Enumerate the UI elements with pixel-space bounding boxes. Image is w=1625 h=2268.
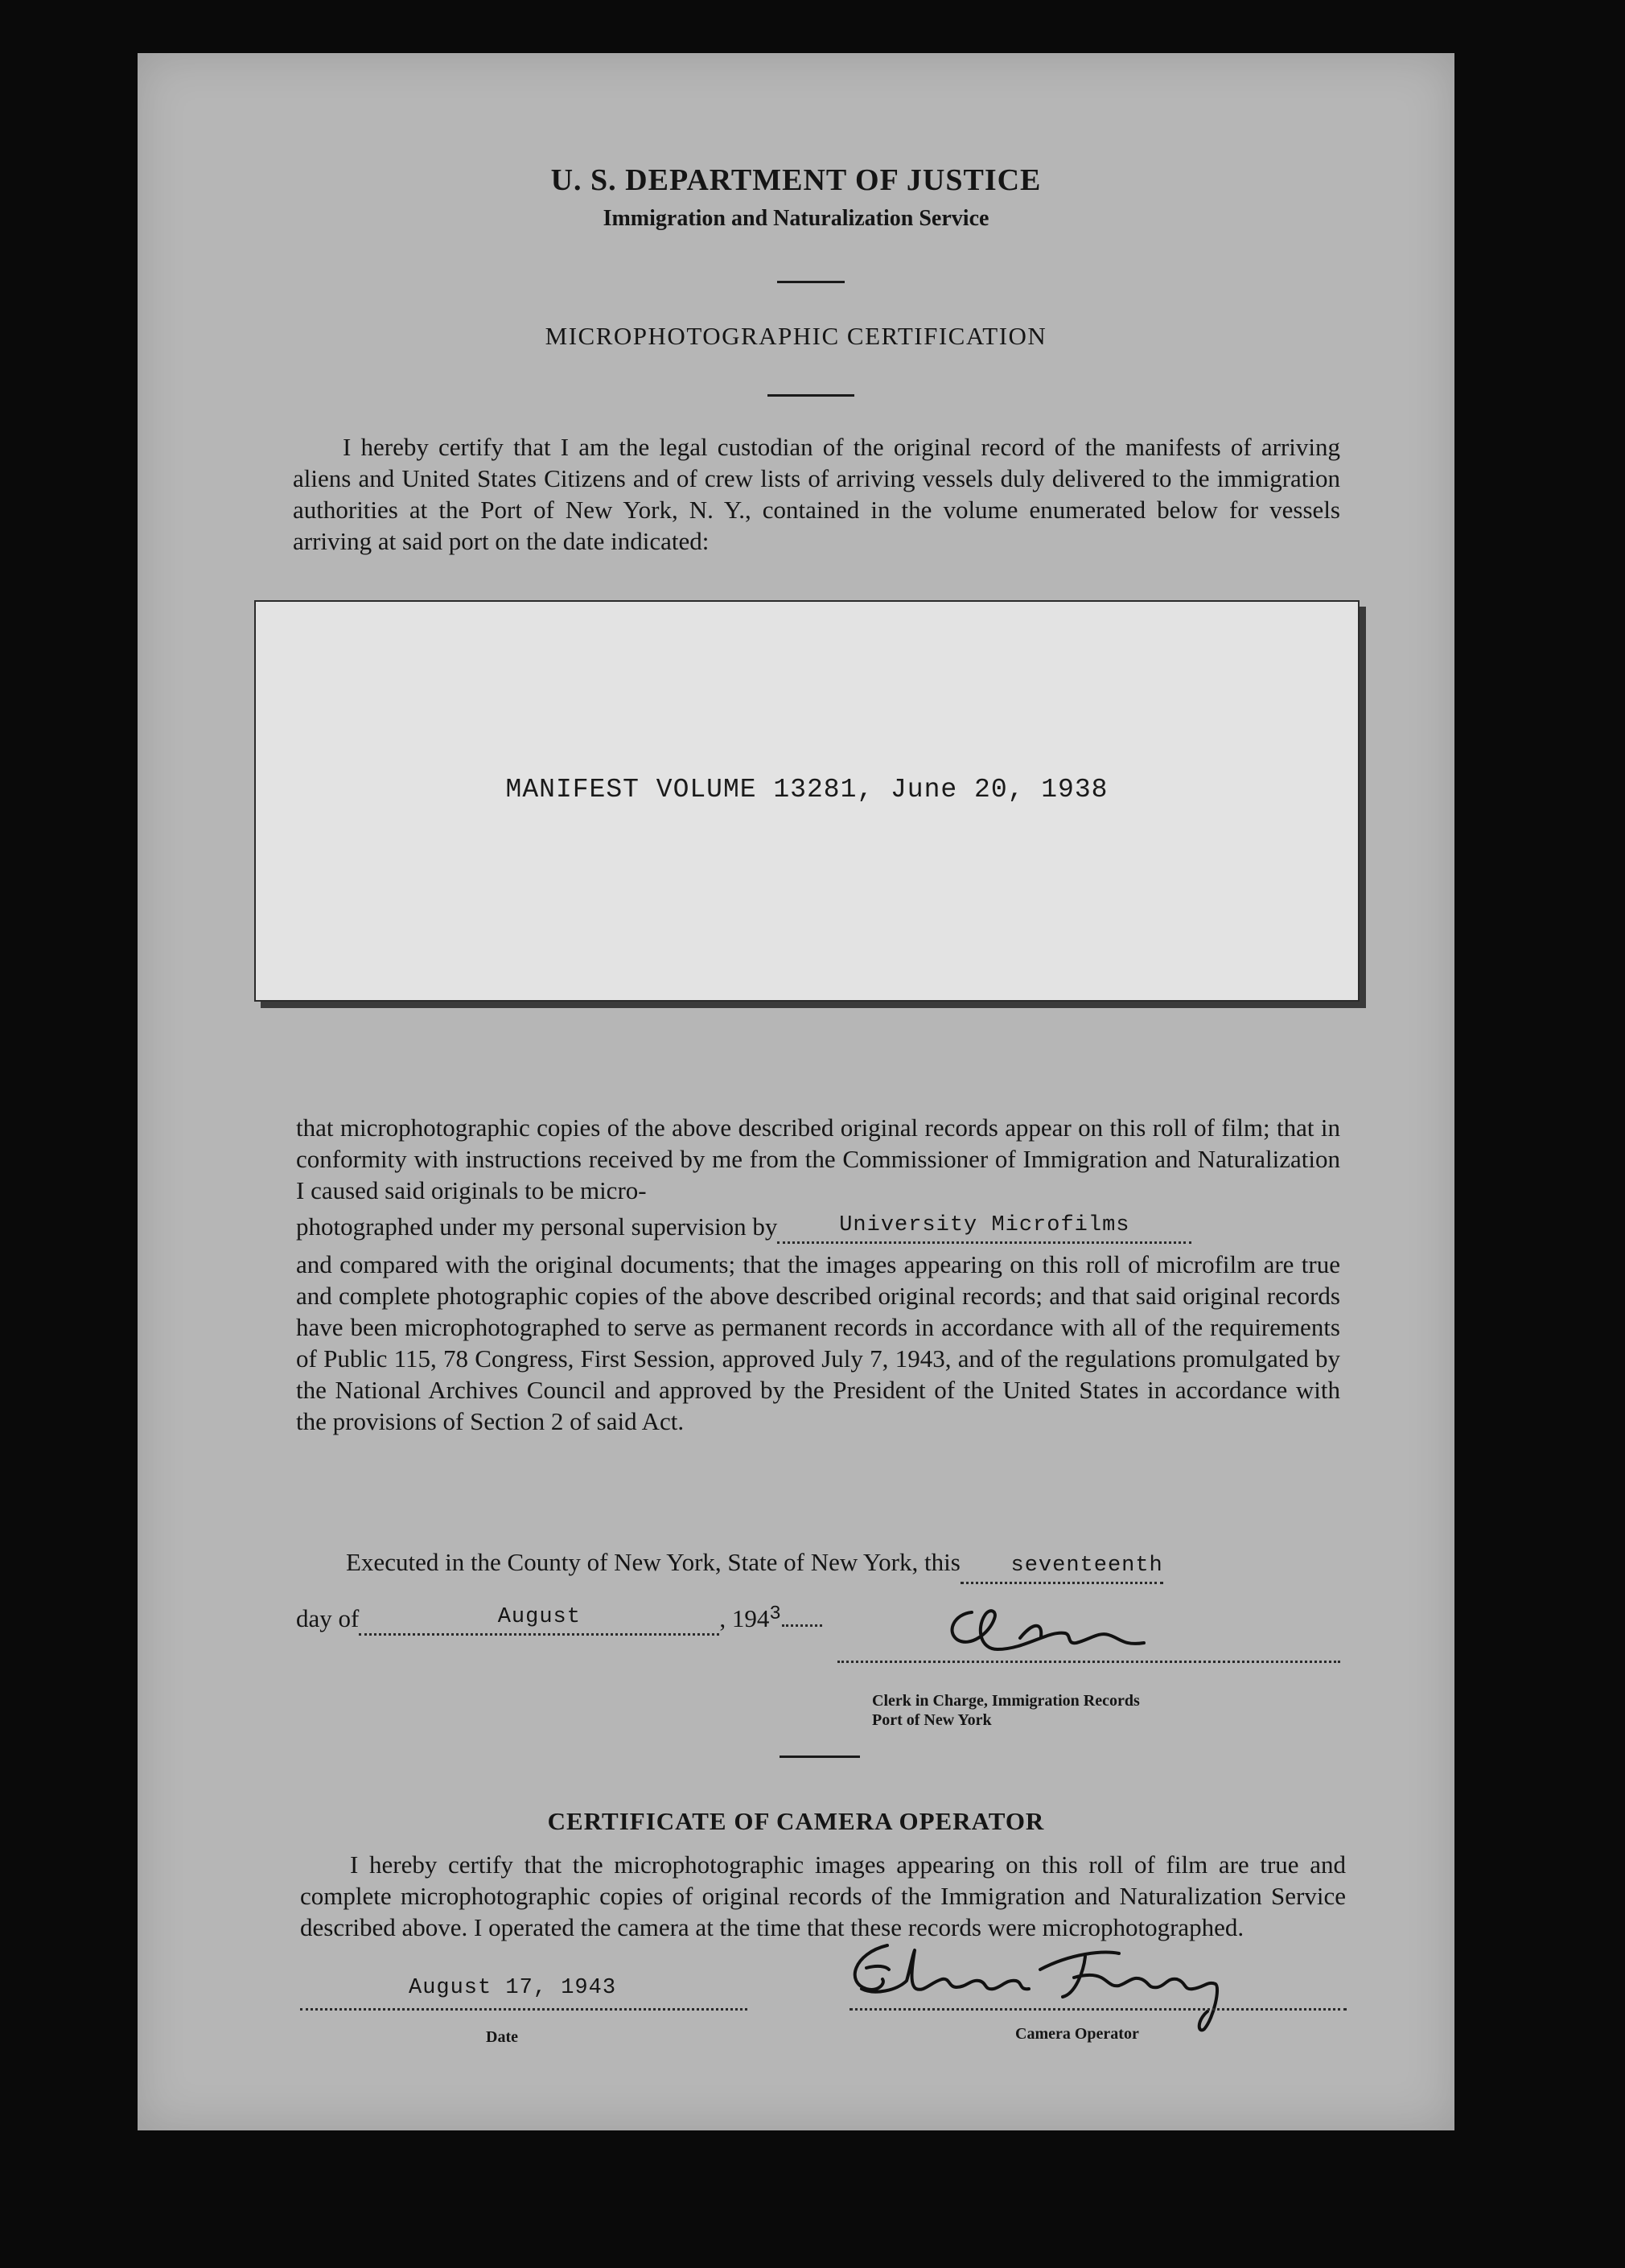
clerk-title-line1: Clerk in Charge, Immigration Records (872, 1692, 1140, 1710)
executed-line (296, 1546, 1340, 1584)
body-text-part1: that microphotographic copies of the above described original records appear on this roll of film; that in conformity with instructions received by me from the Commissioner of Immigration and Naturalization I caused said originals to be micro- (296, 1113, 1340, 1204)
month-field (359, 1598, 719, 1636)
executed-year-digit: 3 (769, 1603, 782, 1625)
certification-heading: MICROPHOTOGRAPHIC CERTIFICATION (545, 322, 1047, 350)
intro-paragraph (293, 431, 1340, 557)
certificate-page (138, 53, 1454, 2130)
executed-day: seventeenth (1010, 1554, 1163, 1578)
camera-paragraph-text: I hereby certify that the microphotographic images appearing on this roll of film are true and complete microphotographic copies of original records of the Immigration and Naturalization Service described above. I operated the camera at the time that these records were microphotographed. (300, 1850, 1346, 1941)
executed-year: 194 (731, 1604, 770, 1632)
department-title: U. S. DEPARTMENT OF JUSTICE (550, 163, 1042, 197)
camera-date: August 17, 1943 (409, 1976, 617, 2000)
day-of-line: day of August , $194^3$ (296, 1603, 940, 1640)
supervision-prefix: photographed under my personal supervision by (296, 1212, 778, 1241)
operator-signature-line (850, 2008, 1347, 2011)
microfilm-company-field (777, 1206, 1191, 1244)
clerk-title-line2: Port of New York (872, 1711, 992, 1729)
date-label: Date (486, 2028, 518, 2046)
camera-operator-label: Camera Operator (1015, 2025, 1139, 2043)
manifest-slip (254, 600, 1360, 1002)
executed-prefix: Executed in the County of New York, State of New York, this (346, 1548, 961, 1576)
supervision-line (296, 1211, 1340, 1249)
clerk-signature-line (837, 1661, 1340, 1663)
day-of-label: day of (296, 1604, 360, 1632)
divider-rule (777, 281, 845, 283)
body-text-part2: and compared with the original documents; that the images appearing on this roll of microfilm are true and complete photographic copies of the above described original records; and that said original records have been microphotographed to serve as permanent records in accordance with all of the requirements of Public 115, 78 Congress, First Session, approved July 7, 1943, and of the regulations promulgated by the National Archives Council and approved by the President of the United States in accordance with the provisions of Section 2 of said Act. (296, 1250, 1340, 1435)
camera-operator-heading: CERTIFICATE OF CAMERA OPERATOR (547, 1807, 1045, 1835)
clerk-signature (930, 1566, 1171, 1686)
microfilm-company: University Microfilms (839, 1213, 1130, 1237)
service-subtitle: Immigration and Naturalization Service (603, 206, 989, 231)
body-paragraph (296, 1112, 1340, 1437)
divider-rule (780, 1756, 860, 1758)
date-field (300, 1976, 747, 2011)
executed-month: August (497, 1605, 581, 1629)
divider-rule (767, 394, 854, 397)
intro-text: I hereby certify that I am the legal custodian of the original record of the manifests of arriving aliens and United States Citizens and of crew lists of arriving vessels duly delivered to the immigration authorities at the Port of New York, N. Y., contained in the volume enumerated below for vessels arriving at said port on the date indicated: (293, 433, 1340, 555)
manifest-volume-text: MANIFEST VOLUME 13281, June 20, 1938 (505, 775, 1109, 805)
clerk-title (872, 1691, 1140, 1730)
